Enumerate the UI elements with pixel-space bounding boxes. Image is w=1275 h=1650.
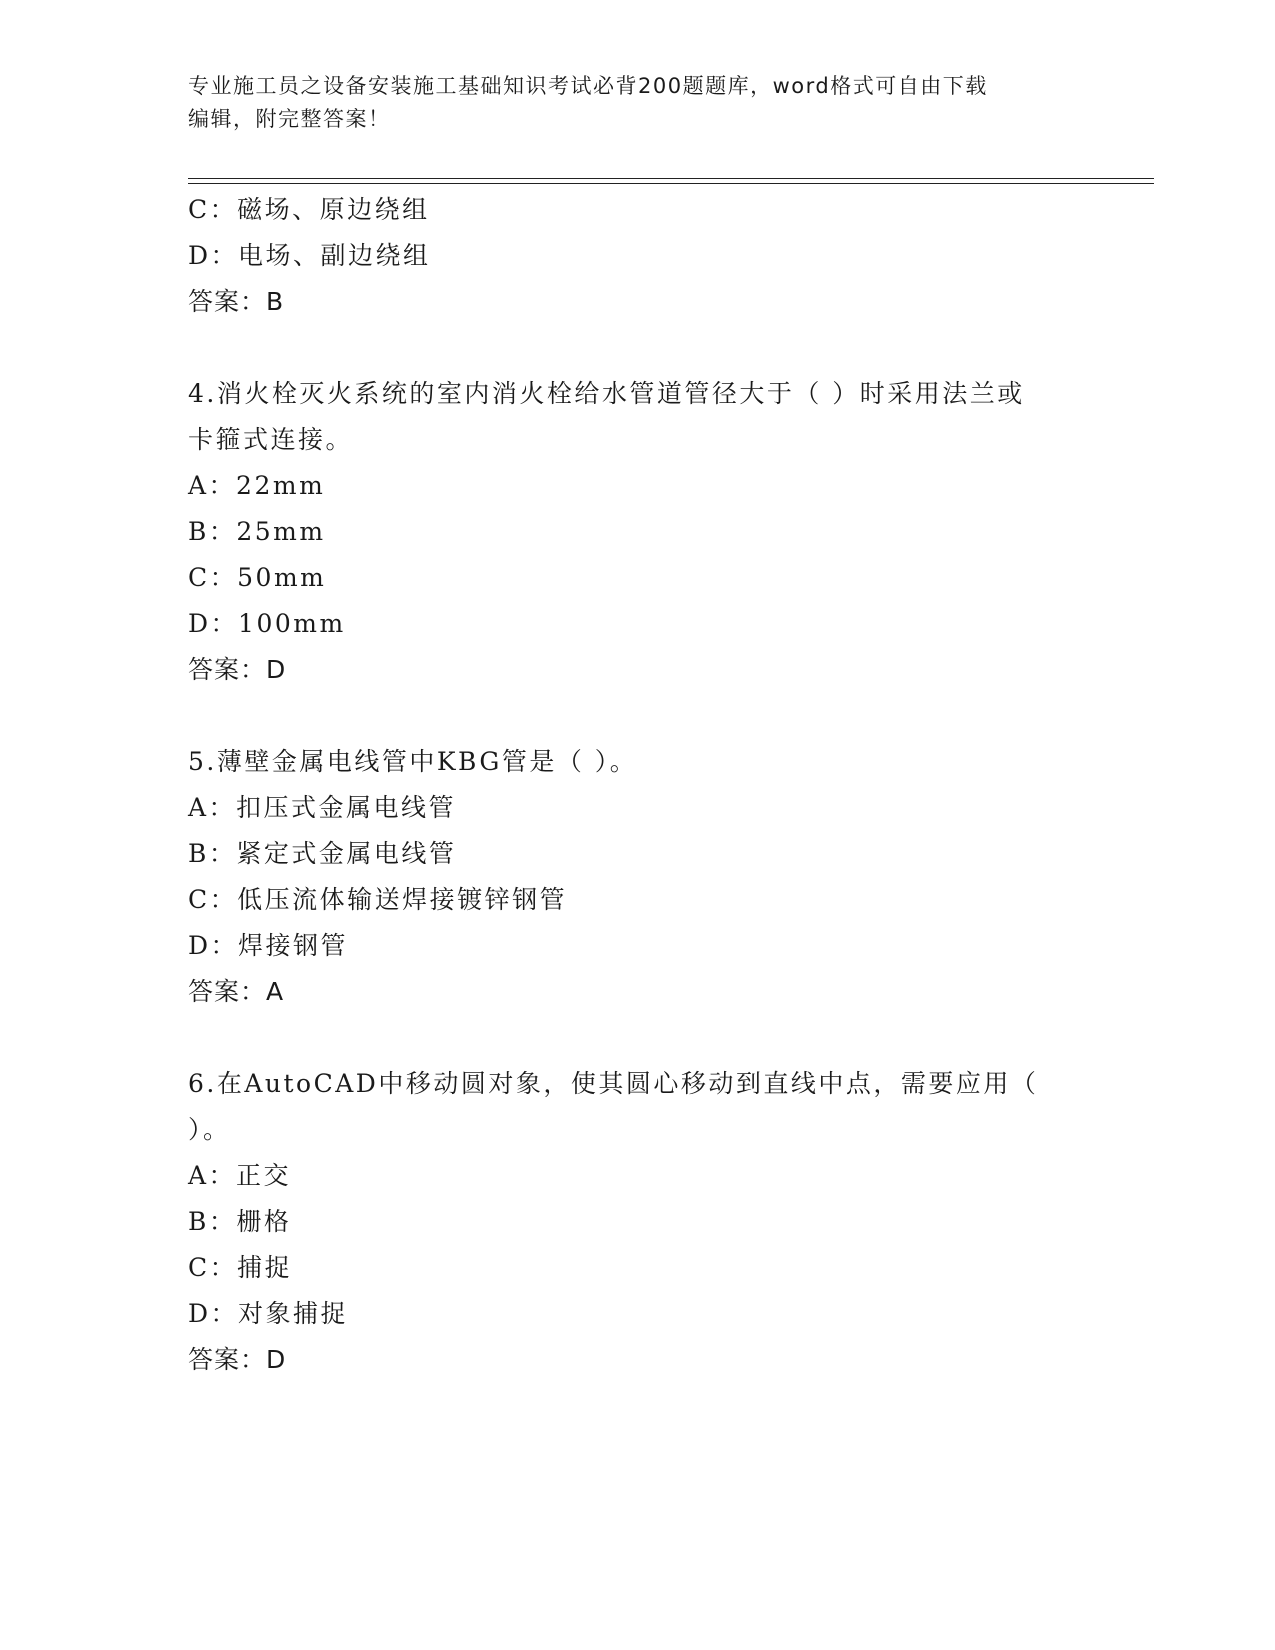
option-line: B：25mm [188,517,326,546]
header-title-line-2: 编辑，附完整答案！ [188,107,391,131]
option-line: A：扣压式金属电线管 [188,793,457,822]
answer-line: 答案：D [188,1345,287,1374]
paragraph-spacer [188,1015,1088,1061]
option-line: A：22mm [188,471,326,500]
option-line: C：低压流体输送焊接镀锌钢管 [188,885,568,914]
question-text-line: 5.薄壁金属电线管中KBG管是（ ）。 [188,747,638,776]
question-content [188,187,1088,1383]
option-line: C：捕捉 [188,1253,293,1282]
option-line: D：100mm [188,609,346,638]
option-line: D：电场、副边绕组 [188,241,431,270]
question-text-line: 4.消火栓灭火系统的室内消火栓给水管道管径大于（ ）时采用法兰或 [188,379,1025,408]
answer-line: 答案：D [188,655,287,684]
option-line: D：对象捕捉 [188,1299,349,1328]
option-line: C：磁场、原边绕组 [188,195,430,224]
paragraph-spacer [188,325,1088,371]
header-title-line-1: 专业施工员之设备安装施工基础知识考试必背200题题库，word格式可自由下载 [188,74,988,98]
header-divider-bottom [188,183,1154,184]
answer-line: 答案：B [188,287,285,316]
answer-line: 答案：A [188,977,285,1006]
question-text-line: 6.在AutoCAD中移动圆对象，使其圆心移动到直线中点，需要应用（ [188,1069,1039,1098]
question-text-line: ）。 [188,1115,231,1144]
option-line: B：栅格 [188,1207,292,1236]
option-line: C：50mm [188,563,327,592]
page-header [188,70,1088,136]
option-line: B：紧定式金属电线管 [188,839,457,868]
question-text-line: 卡箍式连接。 [188,425,354,454]
header-divider-top [188,178,1154,179]
paragraph-spacer [188,693,1088,739]
option-line: A：正交 [188,1161,292,1190]
option-line: D：焊接钢管 [188,931,349,960]
